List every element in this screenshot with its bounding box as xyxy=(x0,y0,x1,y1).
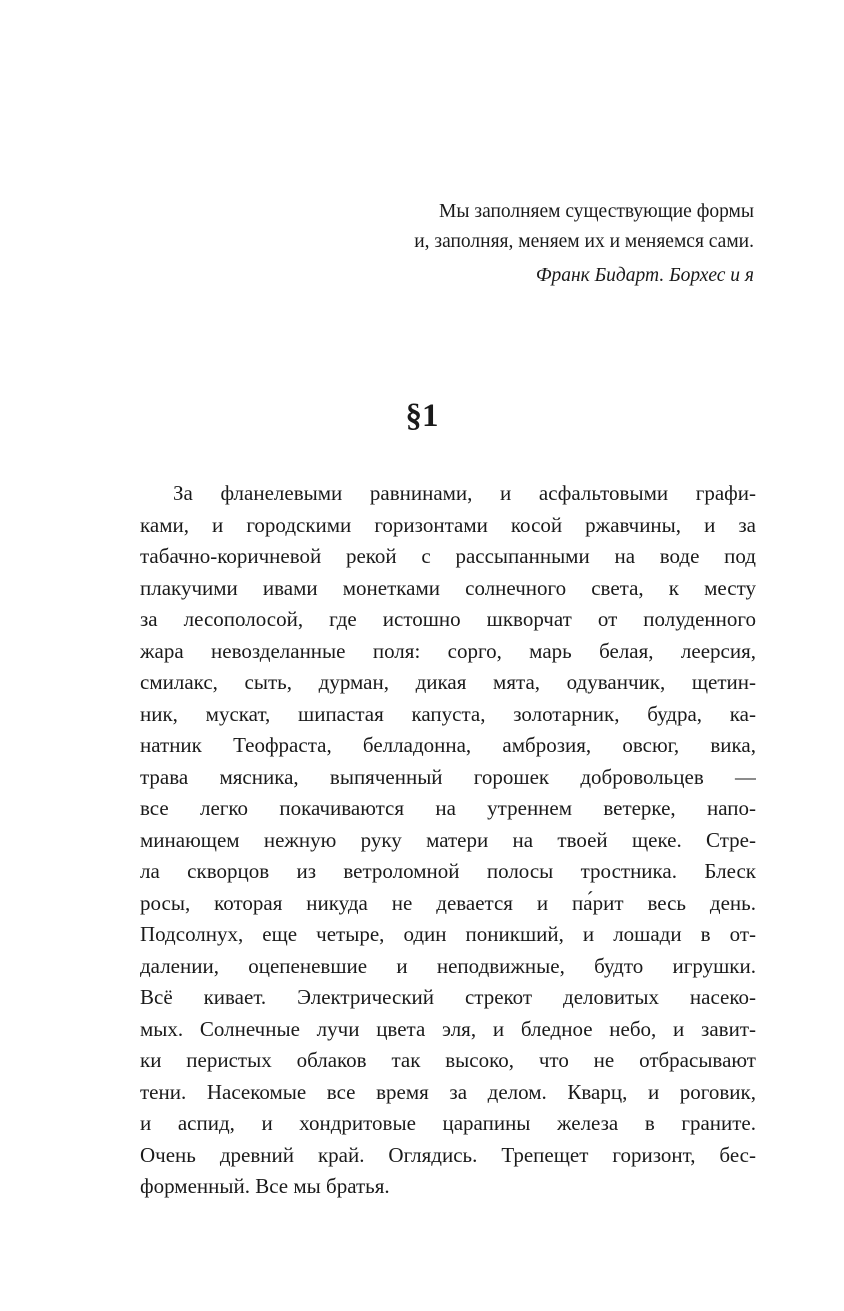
text-line: Очень древний край. Оглядись. Трепещет горизонт, бес- xyxy=(140,1142,756,1167)
body-paragraph xyxy=(140,478,756,1203)
text-line: далении, оцепеневшие и неподвижные, будто игрушки. xyxy=(140,953,756,978)
epigraph-line: и, заполняя, меняем их и меняемся сами. xyxy=(414,231,754,252)
text-line: мых. Солнечные лучи цвета эля, и бледное небо, и завит- xyxy=(140,1016,756,1041)
text-line: смилакс, сыть, дурман, дикая мята, одуванчик, щетин- xyxy=(140,670,756,694)
text-line: тени. Насекомые все время за делом. Кварц, и роговик, xyxy=(140,1079,756,1104)
text-line: трава мясника, выпяченный горошек добровольцев — xyxy=(140,764,756,789)
text-line: минающем нежную руку матери на твоей щеке. Стре- xyxy=(140,827,756,852)
text-line: росы, которая никуда не девается и па́рит весь день. xyxy=(140,890,756,915)
text-line: ки перистых облаков так высоко, что не отбрасывают xyxy=(140,1048,756,1072)
text-line: табачно-коричневой рекой с рассыпанными на воде под xyxy=(140,544,756,568)
text-line: и аспид, и хондритовые царапины железа в граните. xyxy=(140,1111,756,1135)
text-line: натник Теофраста, белладонна, амброзия, овсюг, вика, xyxy=(140,733,756,757)
section-heading: §1 xyxy=(405,398,439,434)
text-line: все легко покачиваются на утреннем ветерке, напо- xyxy=(140,796,756,820)
text-line: за лесополосой, где истошно шкворчат от полуденного xyxy=(140,607,756,631)
text-line: форменный. Все мы братья. xyxy=(140,1174,390,1198)
epigraph xyxy=(254,197,754,291)
text-line: ник, мускат, шипастая капуста, золотарник, будра, ка- xyxy=(140,701,756,726)
text-line: ками, и городскими горизонтами косой ржавчины, и за xyxy=(140,512,756,537)
epigraph-line: Мы заполняем существующие формы xyxy=(439,201,754,222)
epigraph-attribution: Франк Бидарт. Борхес и я xyxy=(535,265,754,286)
text-line: Подсолнух, еще четыре, один поникший, и лошади в от- xyxy=(140,922,756,946)
text-line: ла скворцов из ветроломной полосы тростника. Блеск xyxy=(140,859,756,883)
text-line: За фланелевыми равнинами, и асфальтовыми графи- xyxy=(173,481,756,505)
text-line: жара невозделанные поля: сорго, марь белая, леерсия, xyxy=(140,638,756,663)
text-line: Всё кивает. Электрический стрекот деловитых насеко- xyxy=(140,985,756,1009)
text-line: плакучими ивами монетками солнечного света, к месту xyxy=(140,575,756,600)
